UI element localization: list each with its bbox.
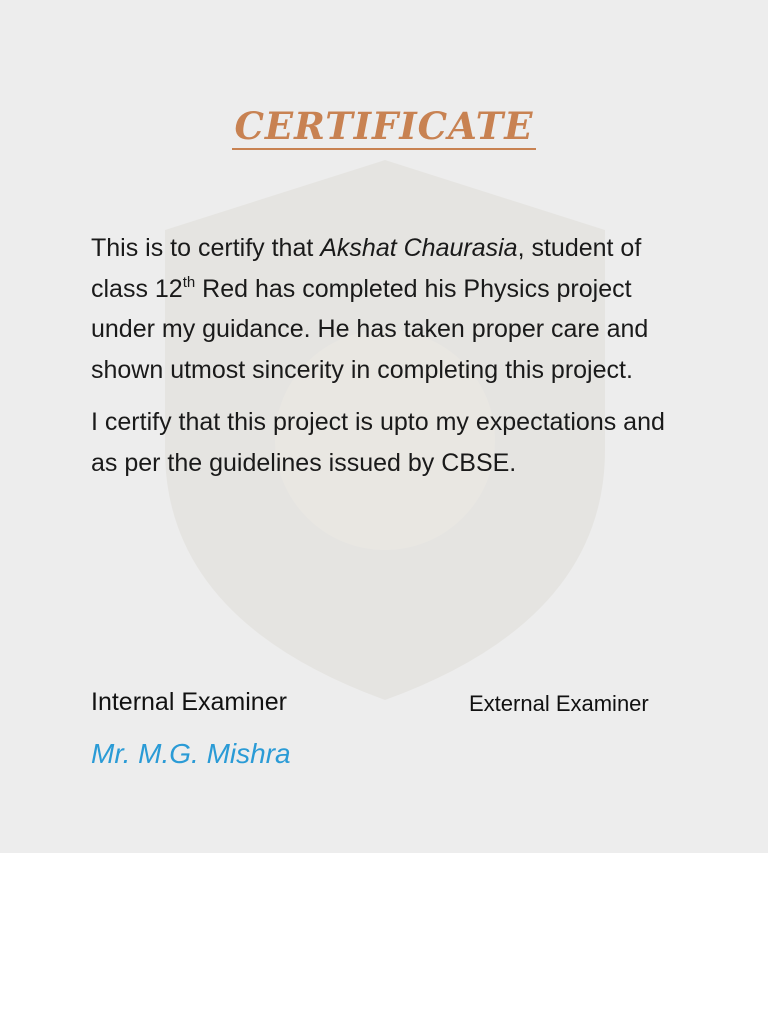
internal-examiner-name: Mr. M.G. Mishra <box>91 738 291 769</box>
student-name: Akshat Chaurasia <box>320 234 518 262</box>
certification-paragraph <box>91 228 691 390</box>
expectations-paragraph: I certify that this project is upto my expectations and as per the guidelines issued by CBSE. <box>91 408 665 477</box>
paragraph-text-class: , student of class 12 <box>91 234 642 303</box>
class-ordinal-suffix: th <box>182 273 196 291</box>
internal-examiner-label: Internal Examiner <box>91 688 287 716</box>
external-examiner-label: External Examiner <box>469 691 649 716</box>
certificate-body <box>91 228 691 495</box>
paragraph-text-start: This is to certify that <box>91 234 321 262</box>
certificate-title <box>0 104 768 150</box>
paragraph-text-end: Red has completed his Physics project under my guidance. He has taken proper care and shown utmost sincerity in completing this project. <box>91 274 649 384</box>
certificate-title-text: CERTIFICATE <box>234 104 534 148</box>
